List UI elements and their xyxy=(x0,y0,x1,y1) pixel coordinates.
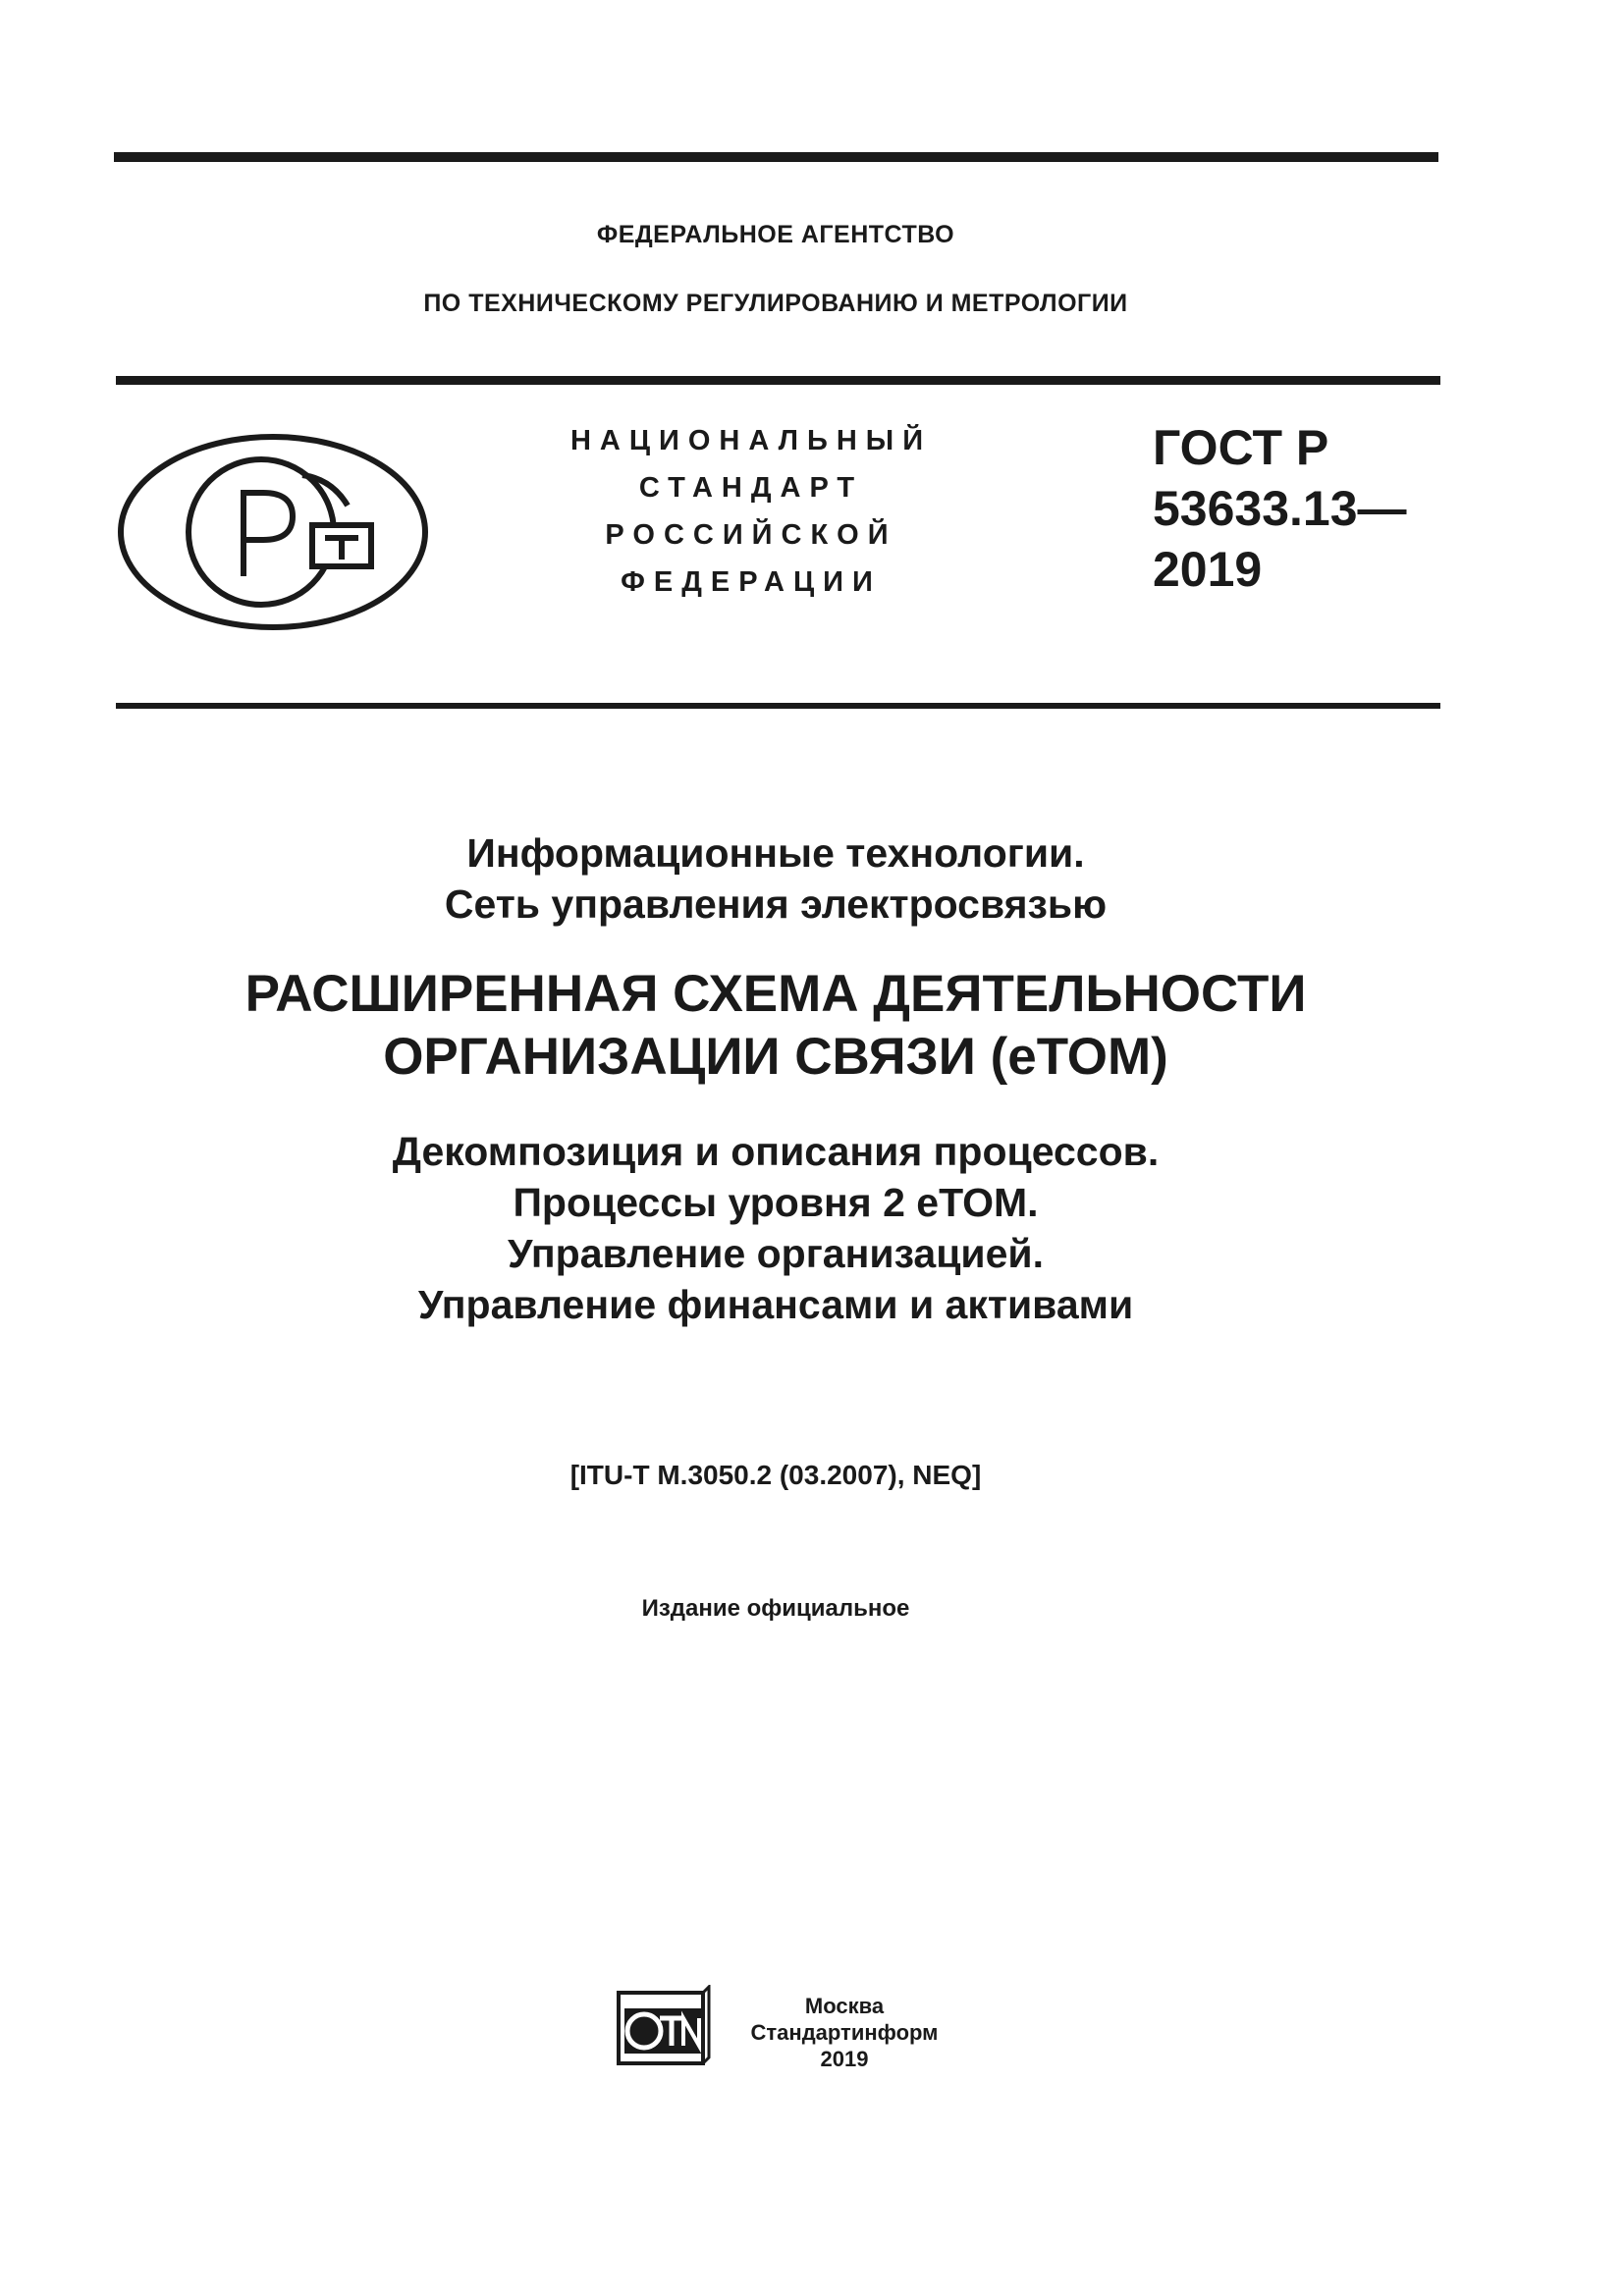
designation-line2: 53633.13— xyxy=(1153,481,1407,536)
international-reference: [ITU-T M.3050.2 (03.2007), NEQ] xyxy=(569,1460,982,1490)
part-title-line3: Управление организацией. xyxy=(507,1231,1045,1276)
main-title-line2: ОРГАНИЗАЦИИ СВЯЗИ (еТОМ) xyxy=(383,1028,1168,1086)
publisher-city: Москва xyxy=(804,1994,885,2018)
main-title-line1: РАСШИРЕННАЯ СХЕМА ДЕЯТЕЛЬНОСТИ xyxy=(244,965,1307,1023)
publisher-info xyxy=(727,1993,962,2072)
standard-type-line2: СТАНДАРТ xyxy=(638,472,864,504)
publisher-logo xyxy=(615,1985,713,2068)
rst-logo xyxy=(116,432,430,633)
standard-type xyxy=(535,417,967,606)
part-title-line4: Управление финансами и активами xyxy=(417,1282,1134,1327)
series-title-line1: Информационные технологии. xyxy=(466,830,1085,876)
series-title-line2: Сеть управления электросвязью xyxy=(444,881,1108,927)
block-rule xyxy=(116,703,1440,709)
designation-line3: 2019 xyxy=(1153,542,1263,597)
edition-label: Издание официальное xyxy=(641,1595,910,1622)
document-title xyxy=(0,828,1551,1330)
part-title-line2: Процессы уровня 2 еТОМ. xyxy=(513,1180,1039,1225)
standard-type-line3: РОССИЙСКОЙ xyxy=(605,519,897,551)
standard-type-line4: ФЕДЕРАЦИИ xyxy=(621,566,882,598)
publisher-name: Стандартинформ xyxy=(750,2020,939,2045)
standard-type-line1: НАЦИОНАЛЬНЫЙ xyxy=(569,425,933,456)
publisher-year: 2019 xyxy=(820,2047,869,2071)
agency-name-line1: ФЕДЕРАЛЬНОЕ АГЕНТСТВО xyxy=(596,221,955,248)
designation-line1: ГОСТ Р xyxy=(1153,420,1329,475)
standartinform-logo-icon xyxy=(615,1985,713,2068)
header-rule xyxy=(116,376,1440,385)
rst-logo-icon xyxy=(116,432,430,633)
standard-designation xyxy=(1153,417,1407,600)
top-rule xyxy=(114,152,1438,162)
part-title-line1: Декомпозиция и описания процессов. xyxy=(392,1129,1160,1174)
agency-name-line2: ПО ТЕХНИЧЕСКОМУ РЕГУЛИРОВАНИЮ И МЕТРОЛОГИИ xyxy=(423,290,1128,317)
